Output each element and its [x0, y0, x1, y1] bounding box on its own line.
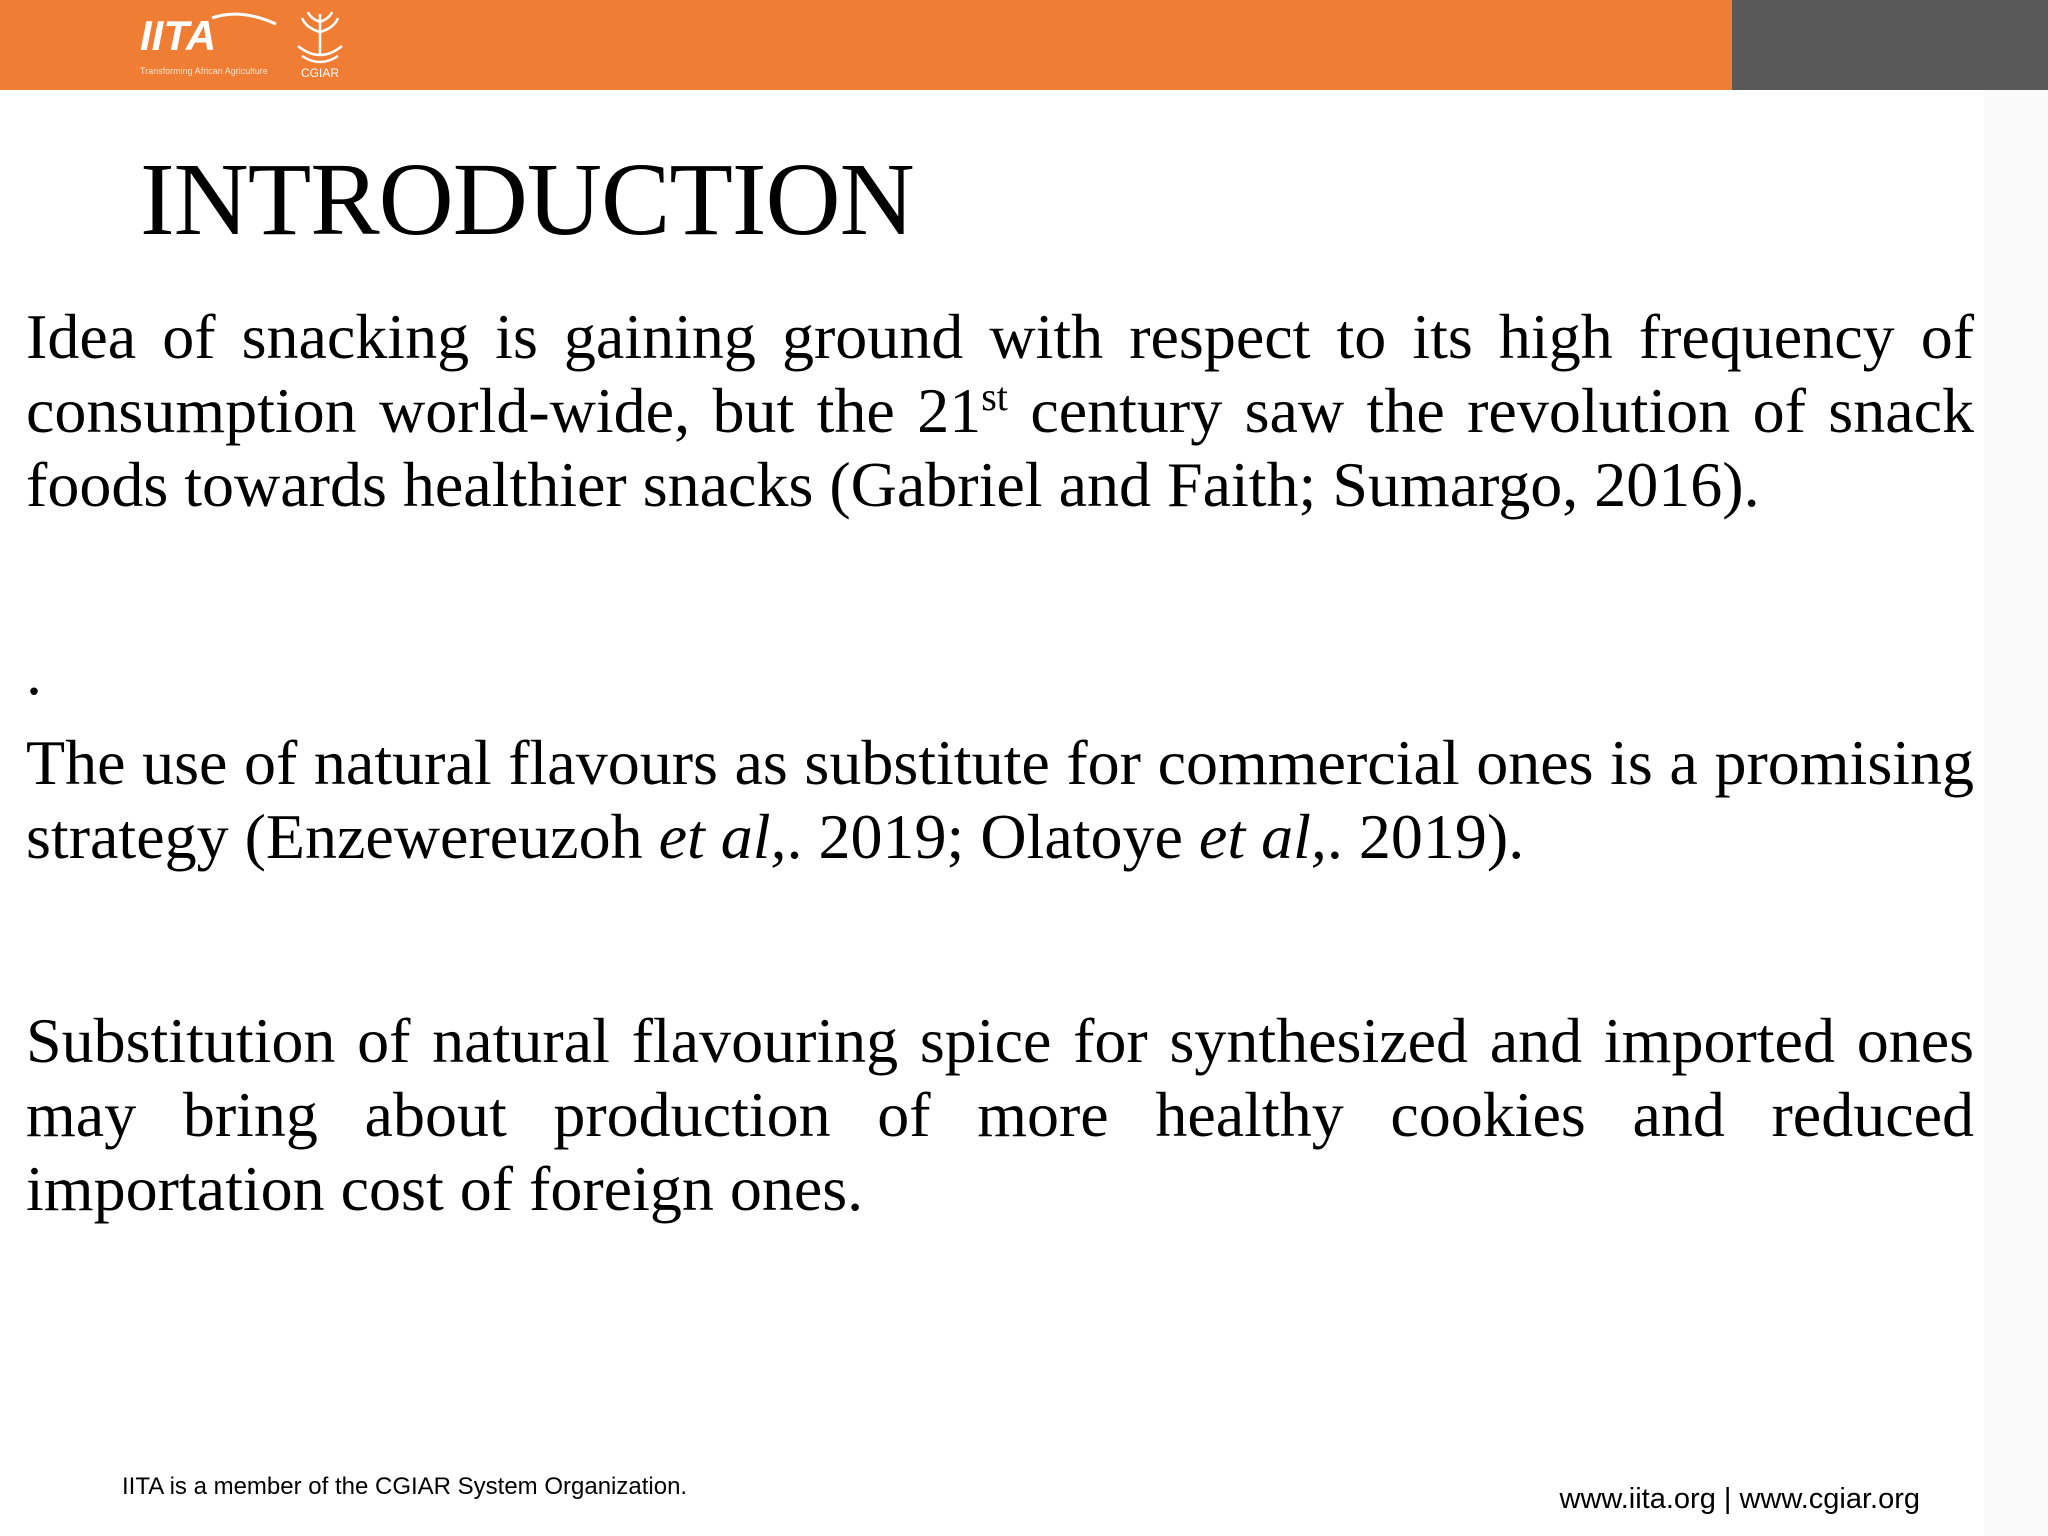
footer-member-text: IITA is a member of the CGIAR System Organization. — [122, 1473, 688, 1500]
iita-logo — [140, 12, 280, 80]
slide-right-margin — [1984, 90, 2048, 1536]
svg-text:CGIAR: CGIAR — [300, 66, 340, 80]
superscript: st — [981, 374, 1008, 419]
paragraph-natural-flavours — [26, 726, 1974, 874]
paragraph-substitution: Substitution of natural flavouring spice for synthesized and imported ones may bring about production of more healthy cookies and reduced importation cost of foreign ones. — [26, 1005, 1974, 1224]
paragraph-text: . 2019). — [1326, 801, 1525, 872]
paragraph-snacking — [26, 300, 1974, 522]
header-bar — [0, 0, 1732, 90]
paragraph-text: . 2019; Olatoye — [786, 801, 1199, 872]
separator-dot: . — [26, 637, 42, 708]
paragraph-text: century saw the revolution of snack foods towards healthier snacks (Gabriel and Faith; Sumargo, 2016). — [26, 375, 1975, 520]
italic-text: et al, — [1198, 801, 1327, 872]
slide-title: INTRODUCTION — [140, 142, 914, 257]
svg-text:IITA: IITA — [140, 12, 217, 59]
italic-text: et al, — [658, 801, 787, 872]
header-dark-block — [1732, 0, 2048, 90]
cgiar-logo — [288, 10, 352, 80]
paragraph-text: The use of natural flavours as substitute for commercial ones is a promising strategy (Enzewereuzoh — [26, 727, 1974, 872]
footer-urls: www.iita.org | www.cgiar.org — [1559, 1483, 1920, 1515]
paragraph-text: Idea of snacking is gaining ground with respect to its high frequency of consumption world-wide, but the 21 — [26, 301, 1974, 446]
svg-text:Transforming African Agricultu: Transforming African Agriculture — [140, 66, 268, 76]
